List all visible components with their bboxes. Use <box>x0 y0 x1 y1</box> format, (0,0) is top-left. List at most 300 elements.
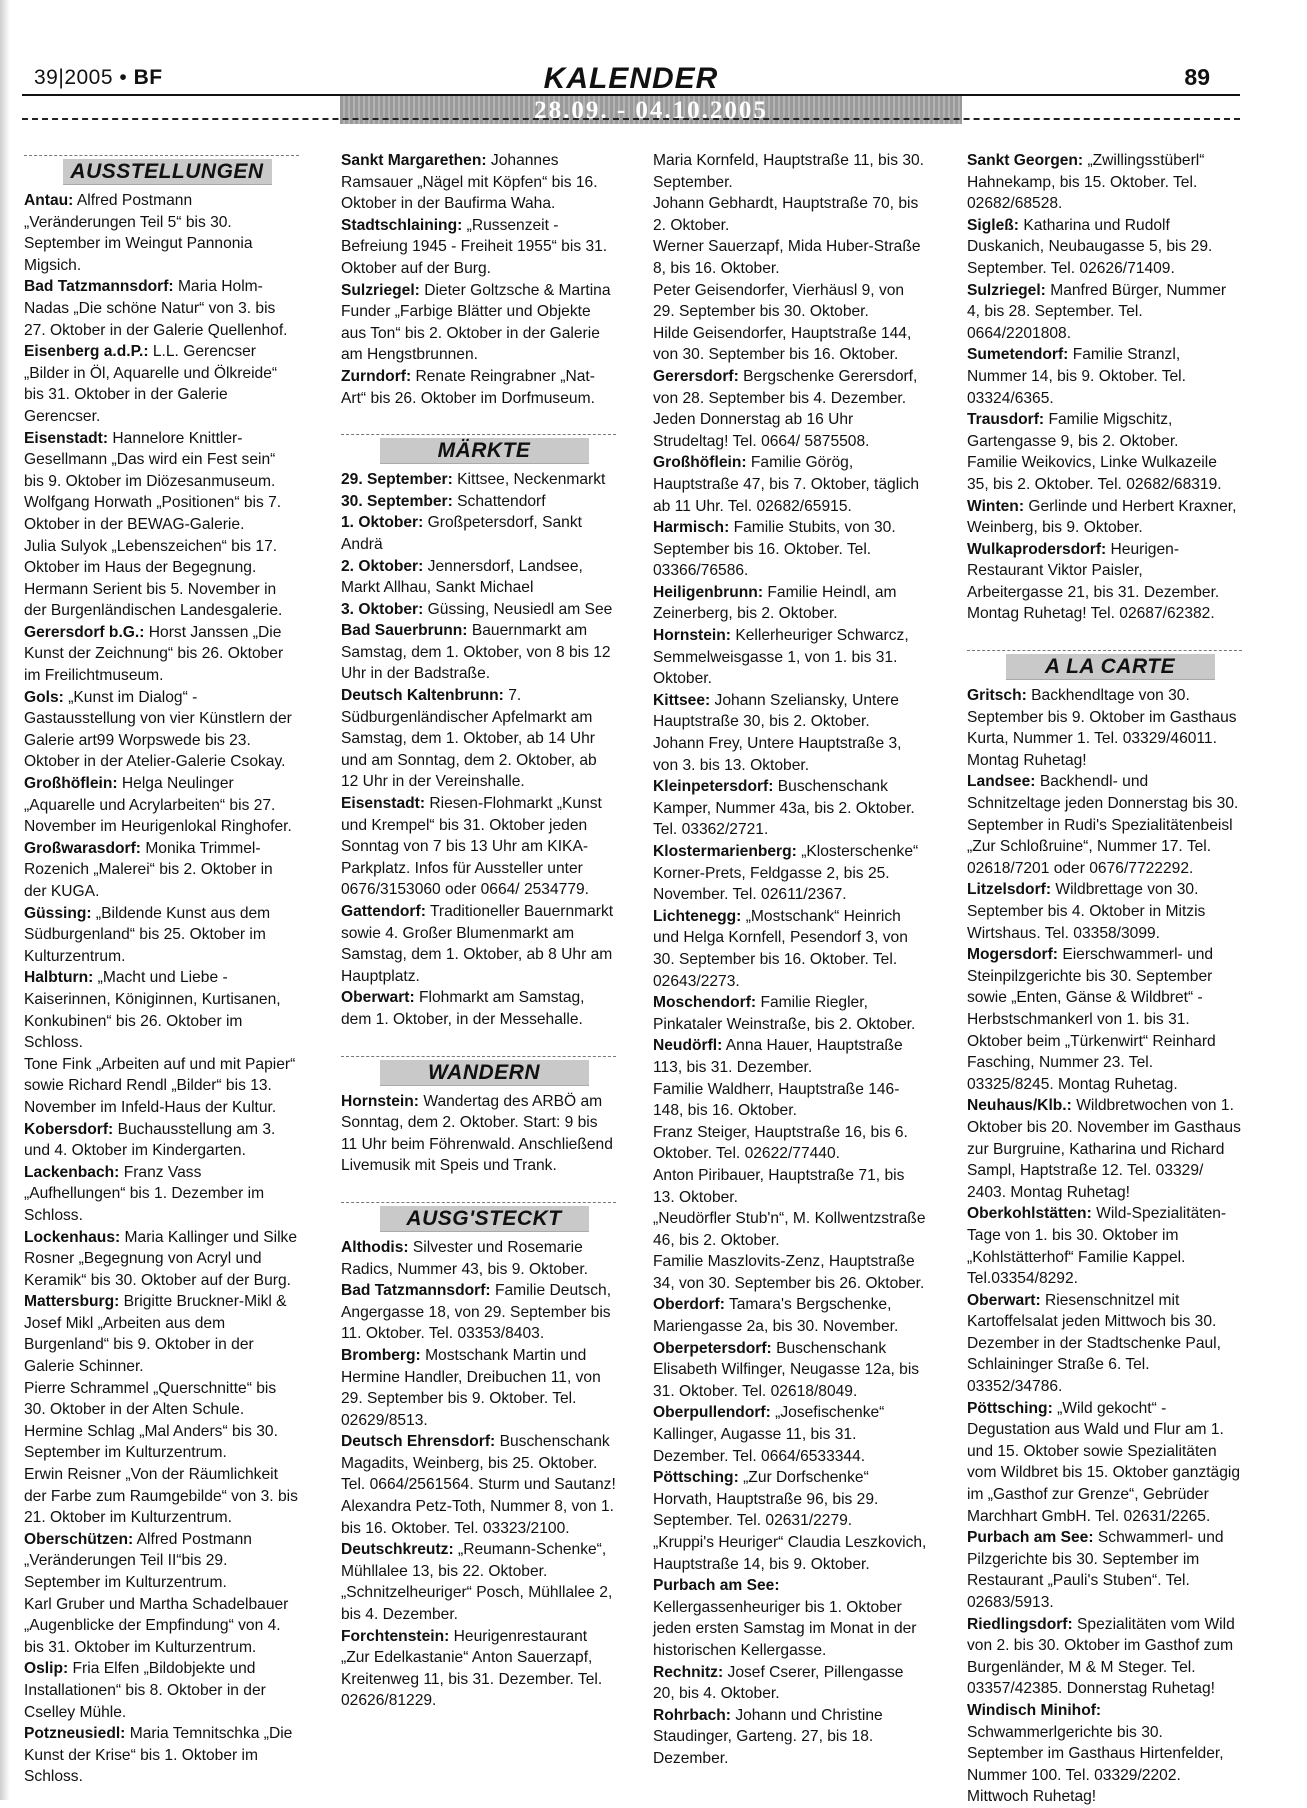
entry-location: Windisch Minihof: <box>967 1701 1102 1719</box>
calendar-entry <box>967 280 1242 345</box>
entry-location: Oberwart: <box>341 989 415 1007</box>
entry-location: Großhöflein: <box>653 454 747 472</box>
entry-text: Werner Sauerzapf, Mida Huber-Straße 8, bis 16. Oktober. <box>653 238 921 277</box>
entry-text: Buschenschank Elisabeth Wilfinger, Neugasse 12a, bis 31. Oktober. Tel. 02618/8049. <box>653 1339 920 1400</box>
entry-text: Johann Gebhardt, Hauptstraße 70, bis 2. Oktober. <box>653 195 919 234</box>
entry-location: Deutsch Kaltenbrunn: <box>341 687 504 705</box>
calendar-entry <box>341 987 616 1030</box>
calendar-entry <box>653 452 928 517</box>
entry-location: Halbturn: <box>24 969 94 987</box>
entry-text: Brigitte Bruckner-Mikl & Josef Mikl „Arbeiten aus dem Burgenland“ bis 9. Oktober in der Galerie Schinner. <box>24 1293 287 1376</box>
calendar-entry <box>967 409 1242 452</box>
entry-text: Buschenschank Magadits, Weinberg, bis 25. Oktober. Tel. 0664/2561564. Sturm und Sautanz! <box>341 1433 616 1494</box>
entry-location: Pöttsching: <box>967 1399 1053 1417</box>
calendar-entry <box>653 193 928 236</box>
entry-text: Familie Stubits, von 30. September bis 16. Oktober. Tel. 03366/76586. <box>653 519 896 580</box>
entry-location: Sumetendorf: <box>967 346 1069 364</box>
entry-text: Hilde Geisendorfer, Hauptstraße 144, von 30. September bis 16. Oktober. <box>653 324 912 364</box>
calendar-entry <box>653 992 928 1035</box>
entry-text: Familie Migschitz, Gartengasse 9, bis 2. Oktober. <box>967 411 1179 450</box>
entry-text: Familie Görög, Hauptstraße 47, bis 7. Oktober, täglich ab 11 Uhr. Tel. 02682/65915. <box>653 454 920 515</box>
calendar-entry <box>653 1208 928 1251</box>
calendar-entry <box>341 491 616 513</box>
entry-location: Bad Tatzmannsdorf: <box>24 278 174 296</box>
entry-text: „Neudörfler Stub'n“, M. Kollwentzstraße 46, bis 2. Oktober. <box>653 1210 926 1249</box>
entry-text: Wandertag des ARBÖ am Sonntag, dem 2. Oktober. Start: 9 bis 11 Uhr beim Föhrenwald. Anschließend Livemusik mit Speis und Trank. <box>341 1092 613 1175</box>
calendar-entry <box>341 1280 616 1345</box>
calendar-entry <box>341 1582 616 1625</box>
entry-text: Maria Temnitschka „Die Kunst der Krise“ bis 1. Oktober im Schloss. <box>24 1725 293 1786</box>
entry-location: Kleinpetersdorf: <box>653 778 774 796</box>
entry-text: Anton Piribauer, Hauptstraße 71, bis 13. Oktober. <box>653 1166 905 1206</box>
calendar-entry <box>653 582 928 625</box>
entry-text: „Reumann-Schenke“, Mühllalee 13, bis 22. Oktober. <box>341 1541 607 1580</box>
entry-text: Dieter Goltzsche & Martina Funder „Farbige Blätter und Objekte aus Ton“ bis 2. Oktober in der Galerie am Hengstbrunnen. <box>341 281 611 364</box>
entry-text: Johann Szeliansky, Untere Hauptstraße 30, bis 2. Oktober. <box>653 691 899 731</box>
column-3 <box>653 150 928 1770</box>
entry-text: Franz Steiger, Hauptstraße 16, bis 6. Oktober. Tel. 02622/77440. <box>653 1123 908 1163</box>
page-header <box>22 60 1240 130</box>
calendar-entry <box>341 150 616 215</box>
calendar-entry <box>967 344 1242 409</box>
entry-text: Karl Gruber und Martha Schadelbauer „Augenblicke der Empfindung“ von 4. bis 31. Oktober im Kulturzentrum. <box>24 1595 289 1656</box>
entry-text: Johann Frey, Untere Hauptstraße 3, von 3. bis 13. Oktober. <box>653 735 902 774</box>
entry-location: Gattendorf: <box>341 903 426 920</box>
entry-text: Schattendorf <box>457 492 546 510</box>
entry-location: Potzneusiedl: <box>24 1725 126 1743</box>
section-heading <box>341 1051 616 1087</box>
entry-text: Güssing, Neusiedl am See <box>427 600 613 618</box>
calendar-entry <box>341 469 616 491</box>
entry-location: 30. September: <box>341 492 453 510</box>
calendar-entry <box>967 496 1242 539</box>
calendar-entry <box>24 428 299 493</box>
entry-location: Großwarasdorf: <box>24 839 141 857</box>
entry-text: Josef Cserer, Pillengasse 20, bis 4. Oktober. <box>653 1663 904 1703</box>
entry-text: Alfred Postmann „Veränderungen Teil II“bis 29. September im Kulturzentrum. <box>24 1530 252 1591</box>
calendar-entry <box>653 280 928 323</box>
header-divider <box>22 118 1240 120</box>
section-label-box <box>63 159 272 185</box>
section-heading <box>967 645 1242 681</box>
entry-text: Familie Stranzl, Nummer 14, bis 9. Oktober. Tel. 03324/6365. <box>967 346 1186 407</box>
calendar-entry <box>967 944 1242 1095</box>
entry-text: Horst Janssen „Die Kunst der Zeichnung“ bis 26. Oktober im Freilichtmuseum. <box>24 623 284 685</box>
entry-text: Hermine Schlag „Mal Anders“ bis 30. September im Kulturzentrum. <box>24 1422 278 1462</box>
entry-text: Eierschwammerl- und Steinpilzgerichte bis 30. September sowie „Enten, Gänse & Wildbret“ - Herbstschmankerl von 1. bis 31. Oktober beim „Türkenwirt“ Reinhard Fasching, Nummer 23. Tel. 03325/8245. Montag Ruhetag. <box>967 946 1216 1093</box>
entry-text: Buchausstellung am 3. und 4. Oktober im Kindergarten. <box>24 1120 276 1160</box>
entry-text: Hannelore Knittler-Gesellmann „Das wird ein Fest sein“ bis 9. Oktober im Diözesanmuseum. <box>24 429 276 490</box>
entry-text: Erwin Reisner „Von der Räumlichkeit der Farbe zum Raumgebilde“ von 3. bis 21. Oktober im Kulturzentrum. <box>24 1466 298 1527</box>
calendar-entry <box>653 733 928 776</box>
calendar-entry <box>24 341 299 427</box>
entry-location: Großhöflein: <box>24 775 118 793</box>
entry-location: Kittsee: <box>653 691 711 709</box>
calendar-entry <box>24 579 299 622</box>
entry-location: Güssing: <box>24 904 92 922</box>
calendar-entry <box>653 1338 928 1403</box>
section-title: A LA CARTE <box>1044 655 1176 679</box>
calendar-entry <box>653 366 928 452</box>
calendar-entry <box>967 452 1242 495</box>
entry-text: Familie Heindl, am Zeinerberg, bis 2. Oktober. <box>653 583 897 623</box>
calendar-entry <box>653 1035 928 1078</box>
entry-location: Lichtenegg: <box>653 907 742 925</box>
calendar-entry <box>967 1398 1242 1528</box>
entry-location: Bad Sauerbrunn: <box>341 622 468 640</box>
entry-text: Riesen-Flohmarkt „Kunst und Krempel“ bis 31. Oktober jeden Sonntag von 7 bis 13 Uhr am KIKA-Parkplatz. Infos für Aussteller unter 0676/3153060 oder 0664/ 2534779. <box>341 795 602 899</box>
calendar-entry <box>967 1700 1242 1808</box>
entry-location: Kobersdorf: <box>24 1120 114 1138</box>
entry-location: Wulkaprodersdorf: <box>967 540 1107 558</box>
header-bar <box>22 60 1240 96</box>
entry-text: Silvester und Rosemarie Radics, Nummer 43, bis 9. Oktober. <box>341 1238 588 1278</box>
calendar-entry <box>341 1431 616 1496</box>
column-1 <box>24 150 299 1788</box>
entry-location: Mogersdorf: <box>967 946 1058 964</box>
section-heading <box>341 1197 616 1233</box>
calendar-entry <box>653 323 928 366</box>
entry-location: Mattersburg: <box>24 1293 120 1311</box>
calendar-entry <box>653 1165 928 1208</box>
entry-text: Familie Riegler, Pinkataler Weinstraße, bis 2. Oktober. <box>653 994 916 1033</box>
entry-text: Schwammerlgerichte bis 30. September im Gasthaus Hirtenfelder, Nummer 100. Tel. 03329/2202. Mittwoch Ruhetag! <box>967 1723 1224 1806</box>
entry-text: Familie Waldherr, Hauptstraße 146-148, bis 16. Oktober. <box>653 1080 900 1120</box>
calendar-entry <box>653 1662 928 1705</box>
entry-location: Purbach am See: <box>967 1529 1094 1547</box>
entry-location: 2. Oktober: <box>341 557 424 575</box>
entry-location: Gerersdorf b.G.: <box>24 623 145 641</box>
entry-text: Wildbretwochen von 1. Oktober bis 20. November im Gasthaus zur Burgruine, Katharina und Richard Sampl, Haptstraße 12. Tel. 03329/ 2403. Montag Ruhetag! <box>967 1097 1241 1201</box>
entry-text: Manfred Bürger, Nummer 4, bis 28. September. Tel. 0664/2201808. <box>967 281 1227 342</box>
entry-location: 1. Oktober: <box>341 514 424 532</box>
entry-text: Wildbrettage von 30. September bis 4. Oktober in Mitzis Wirtshaus. Tel. 03358/3099. <box>967 881 1206 942</box>
calendar-entry <box>967 539 1242 625</box>
calendar-entry <box>24 1291 299 1377</box>
calendar-entry <box>653 236 928 279</box>
entry-text: „Mostschank“ Heinrich und Helga Kornfell, Pesendorf 3, von 30. September bis 16. Oktober. Tel. 02643/2273. <box>653 907 908 990</box>
entry-text: Riesenschnitzel mit Kartoffelsalat jeden Mittwoch bis 30. Dezember in der Stadtschenke Paul, Schlaininger Straße 6. Tel. 03352/34786. <box>967 1291 1221 1396</box>
calendar-entry <box>24 967 299 1053</box>
entry-location: Gerersdorf: <box>653 367 739 385</box>
calendar-entry <box>653 517 928 582</box>
calendar-entry <box>967 215 1242 280</box>
calendar-entry <box>967 1290 1242 1398</box>
entry-location: Neudörfl: <box>653 1037 723 1055</box>
entry-text: Bergschenke Gerersdorf, von 28. September bis 4. Dezember. Jeden Donnerstag ab 16 Uhr Strudeltag! Tel. 0664/ 5875508. <box>653 367 918 450</box>
calendar-entry <box>653 1532 928 1575</box>
entry-location: Deutsch Ehrensdorf: <box>341 1433 496 1451</box>
calendar-entry <box>341 1237 616 1280</box>
calendar-entry <box>24 1054 299 1119</box>
entry-text: Backhendltage von 30. September bis 9. Oktober im Gasthaus Kurta, Nummer 1. Tel. 03329/46011. Montag Ruhetag! <box>967 687 1237 769</box>
entry-text: Schwammerl- und Pilzgerichte bis 30. September im Restaurant „Pauli's Stuben“. Tel. 02683/5913. <box>967 1529 1224 1611</box>
entry-text: „Bildende Kunst aus dem Südburgenland“ bis 25. Oktober im Kulturzentrum. <box>24 904 271 965</box>
entry-text: „Kunst im Dialog“ - Gastausstellung von vier Künstlern der Galerie art99 Worpswede bis 23. Oktober in der Atelier-Galerie Csokay. <box>24 688 292 771</box>
entry-location: Eisenstadt: <box>341 795 426 813</box>
entry-location: Harmisch: <box>653 519 730 537</box>
calendar-entry <box>24 492 299 535</box>
calendar-entry <box>341 599 616 621</box>
entry-text: Helga Neulinger „Aquarelle und Acrylarbeiten“ bis 27. November im Heurigenlokal Ringhofer. <box>24 775 292 836</box>
section-rule <box>967 650 1242 651</box>
entry-location: Trausdorf: <box>967 411 1045 429</box>
section-title: WANDERN <box>428 1060 540 1084</box>
entry-location: Gritsch: <box>967 687 1027 705</box>
entry-location: Bad Tatzmannsdorf: <box>341 1282 491 1300</box>
entry-location: Oberwart: <box>967 1291 1041 1309</box>
entry-text: „Zur Dorfschenke“ Horvath, Hauptstraße 96, bis 29. September. Tel. 02631/2279. <box>653 1469 879 1530</box>
entry-text: Alexandra Petz-Toth, Nummer 8, von 1. bis 16. Oktober. Tel. 03323/2100. <box>341 1498 615 1537</box>
entry-location: Pöttsching: <box>653 1469 739 1487</box>
entry-location: Hornstein: <box>341 1092 419 1110</box>
calendar-entry <box>653 776 928 841</box>
calendar-entry <box>653 841 928 906</box>
entry-text: Johann und Christine Staudinger, Garteng. 27, bis 18. Dezember. <box>653 1706 883 1767</box>
entry-location: Winten: <box>967 497 1025 515</box>
entry-text: Kellergassenheuriger bis 1. Oktober jeden ersten Samstag im Monat in der historischen Kellergasse. <box>653 1598 917 1659</box>
page-number: 89 <box>1184 64 1210 90</box>
calendar-entry <box>967 1527 1242 1613</box>
calendar-entry <box>967 1614 1242 1700</box>
calendar-entry <box>341 366 616 409</box>
entry-location: Sigleß: <box>967 216 1019 234</box>
calendar-entry <box>653 150 928 193</box>
entry-text: „Klosterschenke“ Korner-Prets, Feldgasse 2, bis 25. November. Tel. 02611/2367. <box>653 843 919 904</box>
entry-location: Eisenberg a.d.P.: <box>24 343 149 361</box>
entry-text: Familie Maszlovits-Zenz, Hauptstraße 34, von 30. September bis 26. Oktober. <box>653 1253 925 1292</box>
calendar-entry <box>24 1378 299 1421</box>
section-title: MÄRKTE <box>437 439 531 463</box>
section-title: AUSSTELLUNGEN <box>70 160 264 183</box>
entry-text: Alfred Postmann „Veränderungen Teil 5“ bis 30. September im Weingut Pannonia Migsich. <box>24 192 253 274</box>
entry-text: Gerlinde und Herbert Kraxner, Weinberg, bis 9. Oktober. <box>967 497 1237 537</box>
entry-text: Heurigen-Restaurant Viktor Paisler, Arbeitergasse 21, bis 31. Dezember. Montag Ruhetag! Tel. 02687/62382. <box>967 540 1220 623</box>
calendar-entry <box>24 1464 299 1529</box>
calendar-entry <box>341 685 616 793</box>
calendar-entry <box>341 1539 616 1582</box>
entry-text: Kellerheuriger Schwarcz, Semmelweisgasse 1, von 1. bis 31. Oktober. <box>653 627 909 688</box>
calendar-entry <box>653 1294 928 1337</box>
calendar-entry <box>967 771 1242 879</box>
calendar-entry <box>653 1079 928 1122</box>
entry-text: Wild-Spezialitäten-Tage von 1. bis 30. Oktober im „Kohlstätterhof“ Familie Kappel. Tel.03354/8292. <box>967 1205 1227 1288</box>
entry-text: Bauernmarkt am Samstag, dem 1. Oktober, von 8 bis 12 Uhr in der Badstraße. <box>341 622 611 683</box>
calendar-entry <box>341 556 616 599</box>
section-title: AUSG'STECKT <box>406 1206 562 1230</box>
calendar-entry <box>24 536 299 579</box>
section-rule <box>341 1202 616 1203</box>
column-2 <box>341 150 616 1712</box>
calendar-entry <box>24 903 299 968</box>
entry-text: Katharina und Rudolf Duskanich, Neubaugasse 5, bis 29. September. Tel. 02626/71409. <box>967 216 1213 277</box>
calendar-entry <box>653 1467 928 1532</box>
entry-text: Monika Trimmel-Rozenich „Malerei“ bis 2. Oktober in der KUGA. <box>24 839 273 900</box>
entry-location: Klostermarienberg: <box>653 843 797 860</box>
entry-location: Sankt Georgen: <box>967 152 1084 169</box>
entry-text: Julia Sulyok „Lebenszeichen“ bis 17. Oktober im Haus der Begegnung. <box>24 537 278 577</box>
entry-location: Oberschützen: <box>24 1530 134 1548</box>
entry-location: Neuhaus/Klb.: <box>967 1097 1072 1115</box>
calendar-entry <box>967 1095 1242 1203</box>
entry-text: Anna Hauer, Hauptstraße 113, bis 31. Dezember. <box>653 1037 903 1076</box>
entry-location: 29. September: <box>341 471 453 489</box>
calendar-entry <box>653 1705 928 1770</box>
calendar-entry <box>341 1091 616 1177</box>
entry-text: L.L. Gerencser „Bilder in Öl, Aquarelle und Ölkreide“ bis 31. Oktober in der Galerie Gerencser. <box>24 343 278 425</box>
calendar-entry <box>653 1122 928 1165</box>
entry-text: Traditioneller Bauernmarkt sowie 4. Großer Blumenmarkt am Samstag, dem 1. Oktober, ab 8 Uhr am Hauptplatz. <box>341 903 614 985</box>
bullet-separator: • <box>119 66 134 89</box>
entry-text: „Zwillingsstüberl“ Hahnekamp, bis 15. Oktober. Tel. 02682/68528. <box>967 152 1205 213</box>
calendar-entry <box>653 906 928 992</box>
calendar-entry <box>653 1251 928 1294</box>
date-range: 28.09. - 04.10.2005 <box>534 97 768 124</box>
calendar-entry <box>24 1529 299 1594</box>
calendar-entry <box>24 190 299 276</box>
entry-text: Fria Elfen „Bildobjekte und Installationen“ bis 8. Oktober in der Cselley Mühle. <box>24 1660 266 1721</box>
scan-edge-shadow <box>0 0 10 1800</box>
entry-text: Backhendl- und Schnitzeltage jeden Donnerstag bis 30. September in Rudi's Spezialitätenbeisl „Zur Schloßruine“, Nummer 17. Tel. 02618/7201 oder 0676/7722292. <box>967 773 1239 877</box>
entry-location: Gols: <box>24 688 64 706</box>
calendar-entry <box>653 1575 928 1661</box>
section-label-box <box>380 1206 589 1232</box>
entry-location: Bromberg: <box>341 1346 421 1364</box>
entry-text: Familie Weikovics, Linke Wulkazeile 35, bis 2. Oktober. Tel. 02682/68319. <box>967 454 1222 493</box>
entry-text: Franz Vass „Aufhellungen“ bis 1. Dezember im Schloss. <box>24 1163 265 1224</box>
section-rule <box>24 155 299 156</box>
entry-location: Rechnitz: <box>653 1663 724 1681</box>
calendar-entry <box>24 687 299 773</box>
calendar-entry <box>341 1496 616 1539</box>
calendar-entry <box>967 685 1242 771</box>
entry-text: Peter Geisendorfer, Vierhäusl 9, von 29. September bis 30. Oktober. <box>653 281 905 321</box>
entry-text: Johannes Ramsauer „Nägel mit Köpfen“ bis 16. Oktober in der Baufirma Waha. <box>341 152 598 213</box>
entry-location: Zurndorf: <box>341 367 412 385</box>
entry-text: 7. Südburgenländischer Apfelmarkt am Samstag, dem 1. Oktober, ab 14 Uhr und am Sonntag, dem 2. Oktober, ab 12 Uhr in der Vereinshalle. <box>341 687 597 791</box>
section-label-box <box>380 1060 589 1086</box>
section-label-box <box>1006 654 1215 680</box>
entry-text: „Kruppi's Heuriger“ Claudia Leszkovich, Hauptstraße 14, bis 9. Oktober. <box>653 1534 927 1573</box>
calendar-entry <box>341 901 616 987</box>
entry-text: Pierre Schrammel „Querschnitte“ bis 30. Oktober in der Alten Schule. <box>24 1379 277 1419</box>
calendar-entry <box>341 215 616 280</box>
entry-location: Forchtenstein: <box>341 1627 450 1645</box>
entry-text: Renate Reingrabner „Nat-Art“ bis 26. Oktober im Dorfmuseum. <box>341 367 595 407</box>
calendar-entry <box>653 1402 928 1467</box>
calendar-entry <box>24 1594 299 1659</box>
entry-text: Buschenschank Kamper, Nummer 43a, bis 2. Oktober. Tel. 03362/2721. <box>653 778 915 839</box>
entry-text: Tone Fink „Arbeiten auf und mit Papier“ sowie Richard Rendl „Bilder“ bis 13. November im Infeld-Haus der Kultur. <box>24 1055 296 1116</box>
issue-label: 39|2005 <box>34 66 114 89</box>
entry-text: „Russenzeit - Befreiung 1945 - Freiheit 1955“ bis 31. Oktober auf der Burg. <box>341 216 608 277</box>
entry-location: 3. Oktober: <box>341 600 424 618</box>
entry-location: Deutschkreutz: <box>341 1541 454 1559</box>
entry-location: Oslip: <box>24 1660 69 1678</box>
entry-text: Maria Holm-Nadas „Die schöne Natur“ von 3. bis 27. Oktober in der Galerie Quellenhof. <box>24 278 288 339</box>
calendar-entry <box>653 690 928 733</box>
calendar-entry <box>24 1227 299 1292</box>
entry-location: Antau: <box>24 192 74 209</box>
calendar-entry <box>341 1345 616 1431</box>
section-label-box <box>380 438 589 464</box>
entry-location: Althodis: <box>341 1238 409 1256</box>
entry-text: Hermann Serient bis 5. November in der Burgenländischen Landesgalerie. <box>24 580 283 620</box>
calendar-entry <box>341 512 616 555</box>
entry-location: Lackenbach: <box>24 1163 120 1181</box>
entry-text: Maria Kallinger und Silke Rosner „Begegnung von Acryl und Keramik“ bis 30. Oktober auf der Burg. <box>24 1228 298 1289</box>
calendar-entry <box>24 622 299 687</box>
calendar-entry <box>341 793 616 901</box>
entry-text: „Macht und Liebe - Kaiserinnen, Königinnen, Kurtisanen, Konkubinen“ bis 26. Oktober im Schloss. <box>24 969 281 1052</box>
calendar-entry <box>24 838 299 903</box>
calendar-entry <box>341 280 616 366</box>
entry-location: Hornstein: <box>653 627 731 645</box>
brand-label: BF <box>133 66 163 89</box>
entry-text: Familie Deutsch, Angergasse 18, von 29. September bis 11. Oktober. Tel. 03353/8403. <box>341 1282 612 1343</box>
entry-text: Großpetersdorf, Sankt Andrä <box>341 514 582 553</box>
entry-text: Tamara's Bergschenke, Mariengasse 2a, bis 30. November. <box>653 1296 899 1336</box>
section-heading <box>341 429 616 465</box>
calendar-entry <box>967 879 1242 944</box>
calendar-entry <box>24 1119 299 1162</box>
calendar-entry <box>967 1203 1242 1289</box>
entry-location: Purbach am See: <box>653 1577 780 1595</box>
entry-location: Rohrbach: <box>653 1706 731 1724</box>
section-rule <box>341 1056 616 1057</box>
entry-text: Mostschank Martin und Hermine Handler, Dreibuchen 11, von 29. September bis 9. Oktober. Tel. 02629/8513. <box>341 1346 601 1429</box>
column-4 <box>967 150 1242 1808</box>
entry-text: „Schnitzelheuriger“ Posch, Mühllalee 2, bis 4. Dezember. <box>341 1584 613 1624</box>
entry-location: Oberpetersdorf: <box>653 1339 772 1357</box>
calendar-entry <box>24 1723 299 1788</box>
page-title: KALENDER <box>543 62 719 95</box>
entry-text: Flohmarkt am Samstag, dem 1. Oktober, in der Messehalle. <box>341 989 585 1028</box>
entry-location: Sulzriegel: <box>341 281 420 299</box>
entry-text: Heurigenrestaurant „Zur Edelkastanie“ Anton Sauerzapf, Kreitenweg 11, bis 31. Dezember. Tel. 02626/81229. <box>341 1627 603 1710</box>
entry-location: Riedlingsdorf: <box>967 1615 1073 1633</box>
entry-location: Lockenhaus: <box>24 1228 121 1246</box>
entry-text: Spezialitäten vom Wild von 2. bis 30. Oktober im Gasthof zum Burgenländer, M & M Steger. Tel. 03357/42385. Donnerstag Ruhetag! <box>967 1615 1235 1698</box>
calendar-entry <box>653 625 928 690</box>
calendar-entry <box>24 276 299 341</box>
entry-text: Maria Kornfeld, Hauptstraße 11, bis 30. September. <box>653 152 925 191</box>
entry-location: Oberkohlstätten: <box>967 1205 1092 1223</box>
entry-location: Stadtschlaining: <box>341 216 463 234</box>
entry-location: Sulzriegel: <box>967 281 1046 299</box>
entry-text: Jennersdorf, Landsee, Markt Allhau, Sankt Michael <box>341 557 583 597</box>
entry-location: Sankt Margarethen: <box>341 152 487 169</box>
section-rule <box>341 434 616 435</box>
entry-location: Oberdorf: <box>653 1296 725 1314</box>
calendar-entry <box>967 150 1242 215</box>
calendar-entry <box>24 1658 299 1723</box>
calendar-entry <box>24 1421 299 1464</box>
entry-location: Litzelsdorf: <box>967 881 1052 899</box>
entry-location: Heiligenbrunn: <box>653 583 764 601</box>
entry-location: Landsee: <box>967 773 1036 791</box>
entry-location: Oberpullendorf: <box>653 1404 771 1422</box>
calendar-entry <box>341 1626 616 1712</box>
entry-location: Moschendorf: <box>653 994 757 1012</box>
entry-text: Wolfgang Horwath „Positionen“ bis 7. Oktober in der BEWAG-Galerie. <box>24 494 282 533</box>
entry-text: „Josefischenke“ Kallinger, Augasse 11, bis 31. Dezember. Tel. 0664/6533344. <box>653 1404 885 1465</box>
entry-text: „Wild gekocht“ - Degustation aus Wald und Flur am 1. und 15. Oktober sowie Spezialitäten vom Wildbret bis 15. Oktober ganztägig im „Gasthof zur Grenze“, Gebrüder Marchhart GmbH. Tel. 02631/2265. <box>967 1399 1241 1525</box>
calendar-entry <box>24 1162 299 1227</box>
entry-text: Kittsee, Neckenmarkt <box>457 471 606 489</box>
calendar-entry <box>24 773 299 838</box>
calendar-entry <box>341 620 616 685</box>
